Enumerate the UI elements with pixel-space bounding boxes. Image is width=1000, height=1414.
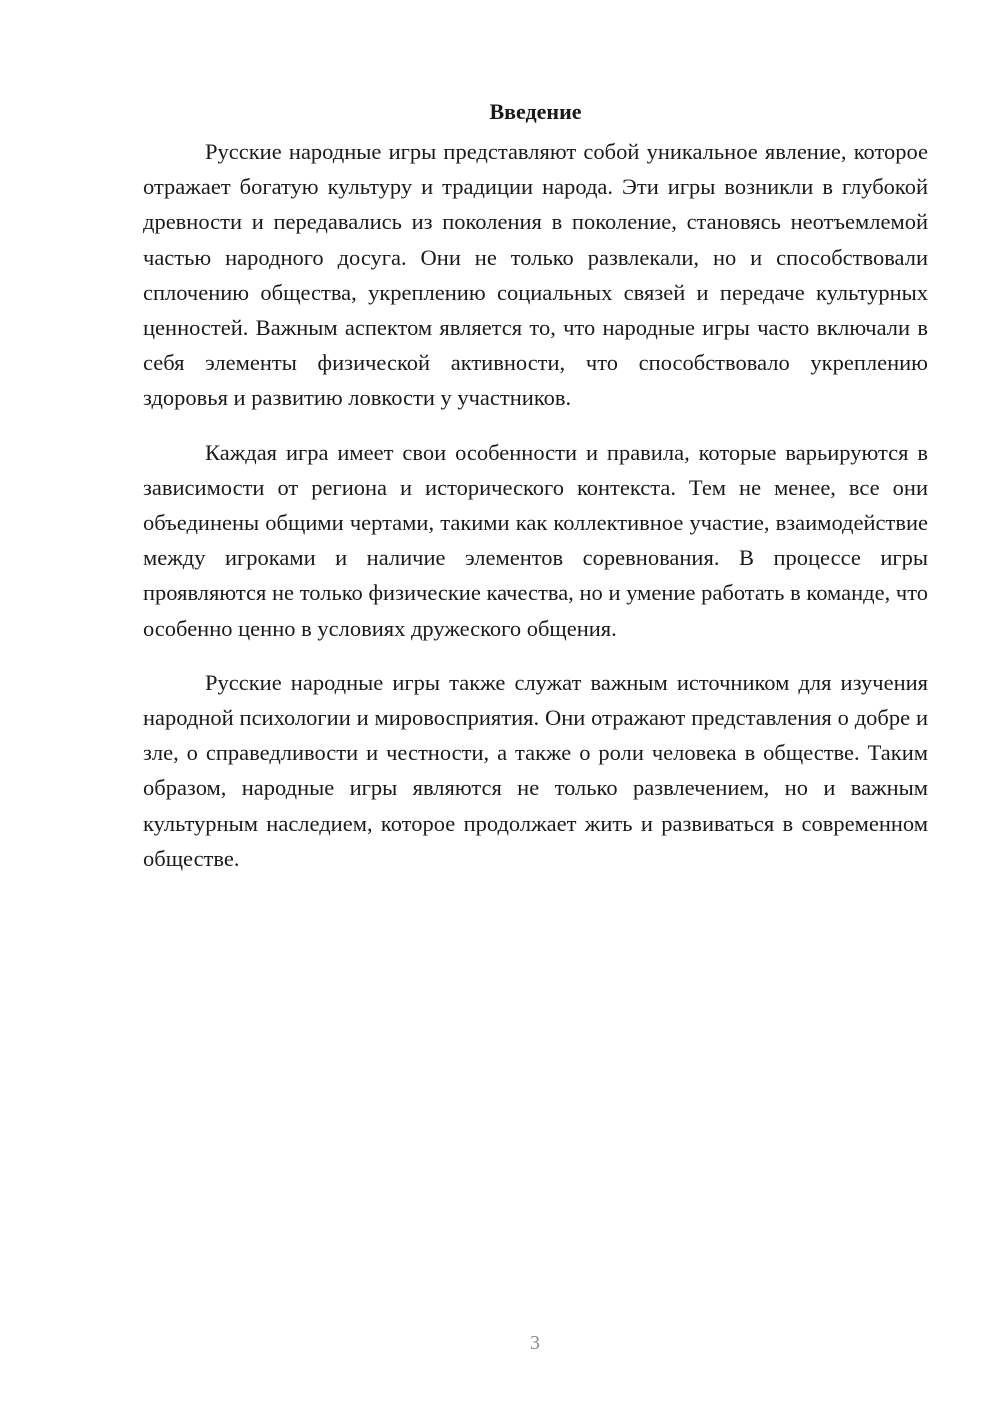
- paragraph-3: Русские народные игры также служат важным источником для изучения народной психологии и мировосприятия. Они отражают представления о добре и зле, о справедливости и честности, а также о роли человека в обществе. Таким образом, народные игры являются не только развлечением, но и важным культурным наследием, которое продолжает жить и развиваться в современном обществе.: [143, 669, 928, 871]
- paragraph-1: Русские народные игры представляют собой уникальное явление, которое отражает богатую культуру и традиции народа. Эти игры возникли в глубокой древности и передавались из поколения в поколение, становясь неотъемлемой частью народного досуга. Они не только развлекали, но и способствовали сплочению общества, укреплению социальных связей и передаче культурных ценностей. Важным аспектом является то, что народные игры часто включали в себя элементы физической активности, что способствовало укреплению здоровья и развитию ловкости у участников.: [143, 139, 928, 411]
- section-heading: Введение: [489, 99, 582, 124]
- paragraph-2: Каждая игра имеет свои особенности и правила, которые варьируются в зависимости от региона и исторического контекста. Тем не менее, все они объединены общими чертами, такими как коллективное участие, взаимодействие между игроками и наличие элементов соревнования. В процессе игры проявляются не только физические качества, но и умение работать в команде, что особенно ценно в условиях дружеского общения.: [143, 439, 928, 641]
- page-content: [143, 96, 928, 876]
- page-number: 3: [530, 1332, 540, 1354]
